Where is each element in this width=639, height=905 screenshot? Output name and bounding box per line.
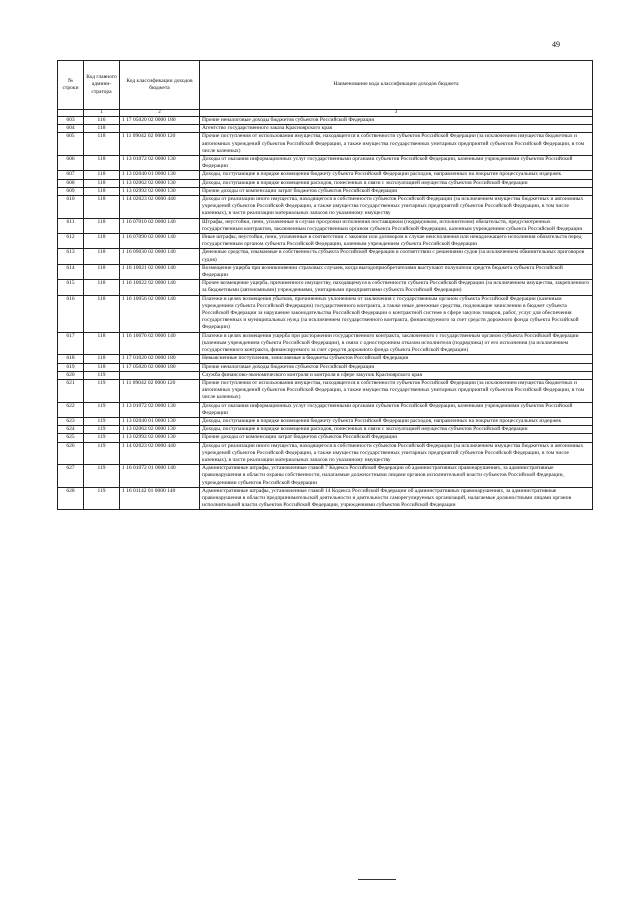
classification-name-cell: Прочие поступления от использования имущества, находящегося в собственности субъектов Российской Федерации (за исключением имущества бюджетных и автономных учреждений субъектов Российской Федерации, а также имущества государственных унитарных предприятий субъектов Российской Федерации, в том числе казенных): [200, 379, 593, 402]
classification-code-cell: 1 13 02062 02 0000 130: [120, 179, 200, 187]
classification-name-cell: Доходы от реализации иного имущества, находящегося в собственности субъектов Российской Федерации (за исключением имущества бюджетных и автономных учреждений субъектов Российской Федерации, а также имущества государственных унитарных предприятий субъектов Российской Федерации, в том числе казенных), в части реализации материальных запасов по указанному имуществу: [200, 196, 593, 219]
table-row: [58, 196, 593, 219]
classification-code-cell: 1 14 02023 02 0000 440: [120, 196, 200, 219]
admin-code-cell: 118: [84, 125, 120, 133]
row-number-cell: 625: [58, 434, 84, 442]
classification-code-cell: 1 17 05020 02 0000 180: [120, 117, 200, 125]
classification-code-cell: 1 13 02062 02 0000 130: [120, 426, 200, 434]
row-number-cell: 627: [58, 465, 84, 488]
footer-divider: [358, 879, 396, 880]
table-row: [58, 417, 593, 425]
classification-code-cell: 1 17 05020 02 0000 180: [120, 363, 200, 371]
admin-code-cell: 119: [84, 442, 120, 465]
classification-name-cell: Доходы от оказания информационных услуг государственными органами субъектов Российской Федерации, казенными учреждениями субъектов Российской Федерации: [200, 156, 593, 171]
table-row: [58, 426, 593, 434]
table-row: [58, 179, 593, 187]
row-number-cell: 603: [58, 117, 84, 125]
row-number-cell: 611: [58, 218, 84, 233]
header-classification-name: Наименование кода классификации доходов бюджета: [200, 61, 593, 110]
row-number-cell: 607: [58, 171, 84, 179]
table-row: [58, 156, 593, 171]
row-number-cell: 620: [58, 371, 84, 379]
classification-code-cell: 1 16 01072 01 0000 140: [120, 465, 200, 488]
table-row: [58, 371, 593, 379]
admin-code-cell: 118: [84, 156, 120, 171]
table-row: [58, 187, 593, 195]
table-row: [58, 402, 593, 417]
classification-code-cell: 1 13 02992 02 0000 130: [120, 434, 200, 442]
classification-name-cell: Платежи в целях возмещения убытков, причиненных уклонением от заключения с государственным органом субъекта Российской Федерации (казенным учреждением субъекта Российской Федерации) государственного контракта, а также иные денежные средства, подлежащие зачислению в бюджет субъекта Российской Федерации за нарушение законодательства Российской Федерации о контрактной системе в сфере закупок товаров, работ, услуг для обеспечения государственных и муниципальных нужд (за исключением государственного контракта, финансируемого за счет средств дорожного фонда субъекта Российской Федерации): [200, 295, 593, 332]
classification-name-cell: Прочие неналоговые доходы бюджетов субъектов Российской Федерации: [200, 363, 593, 371]
table-row: [58, 125, 593, 133]
classification-name-cell: Иные штрафы, неустойки, пени, уплаченные в соответствии с законом или договором в случае неисполнения или ненадлежащего исполнения обязательств перед государственным органом субъекта Российской Федерации, казенным учреждением субъекта Российской Федерации: [200, 234, 593, 249]
table-row: [58, 133, 593, 156]
classification-name-cell: Прочие неналоговые доходы бюджетов субъектов Российской Федерации: [200, 117, 593, 125]
row-number-cell: 623: [58, 417, 84, 425]
row-number-cell: 617: [58, 332, 84, 355]
header-admin-code: Код главного админи-стратора: [84, 61, 120, 110]
row-number-cell: 622: [58, 402, 84, 417]
classification-code-cell: 1 13 02992 02 0000 130: [120, 187, 200, 195]
column-number-blank: [58, 110, 84, 117]
classification-code-cell: 1 17 01020 02 0000 180: [120, 355, 200, 363]
row-number-cell: 606: [58, 156, 84, 171]
classification-name-cell: Доходы от реализации иного имущества, находящегося в собственности субъектов Российской Федерации (за исключением имущества бюджетных и автономных учреждений субъектов Российской Федерации, а также имущества государственных унитарных предприятий субъектов Российской Федерации, в том числе казенных), в части реализации материальных запасов по указанному имуществу: [200, 442, 593, 465]
admin-code-cell: 118: [84, 355, 120, 363]
classification-name-cell: Невыясненные поступления, зачисляемые в бюджеты субъектов Российской Федерации: [200, 355, 593, 363]
classification-code-cell: 1 13 02040 01 0000 130: [120, 417, 200, 425]
table-row: [58, 442, 593, 465]
admin-code-cell: 118: [84, 218, 120, 233]
column-number: 3: [200, 110, 593, 117]
admin-code-cell: 119: [84, 487, 120, 510]
classification-code-cell: [120, 371, 200, 379]
row-number-cell: 621: [58, 379, 84, 402]
table-row: [58, 332, 593, 355]
classification-code-cell: [120, 125, 200, 133]
classification-name-cell: Прочие доходы от компенсации затрат бюджетов субъектов Российской Федерации: [200, 434, 593, 442]
classification-code-cell: 1 16 10022 02 0000 140: [120, 280, 200, 295]
admin-code-cell: 119: [84, 434, 120, 442]
classification-name-cell: Доходы, поступающие в порядке возмещения расходов, понесенных в связи с эксплуатацией имущества субъектов Российской Федерации: [200, 426, 593, 434]
classification-code-cell: 1 14 02023 02 0000 440: [120, 442, 200, 465]
classification-name-cell: Доходы, поступающие в порядке возмещения бюджету субъекта Российской Федерации расходов, направленных на покрытие процессуальных издержек: [200, 171, 593, 179]
column-number: 1: [84, 110, 120, 117]
row-number-cell: 615: [58, 280, 84, 295]
admin-code-cell: 119: [84, 371, 120, 379]
table-row: [58, 117, 593, 125]
classification-code-cell: 1 13 01072 02 0000 130: [120, 156, 200, 171]
classification-name-cell: Прочие доходы от компенсации затрат бюджетов субъектов Российской Федерации: [200, 187, 593, 195]
classification-code-cell: 1 11 09042 02 0000 120: [120, 133, 200, 156]
classification-name-cell: Прочие поступления от использования имущества, находящегося в собственности субъектов Российской Федерации (за исключением имущества бюджетных и автономных учреждений субъектов Российской Федерации, а также имущества государственных унитарных предприятий субъектов Российской Федерации, в том числе казенных): [200, 133, 593, 156]
classification-code-cell: 1 13 01072 02 0000 130: [120, 402, 200, 417]
table-row: [58, 295, 593, 332]
classification-code-cell: 1 16 07010 02 0000 140: [120, 218, 200, 233]
classification-name-cell: Денежные средства, изымаемые в собственность субъекта Российской Федерации в соответствии с решениями судов (за исключением обвинительных приговоров судов): [200, 249, 593, 264]
classification-name-cell: Доходы, поступающие в порядке возмещения бюджету субъекта Российской Федерации расходов, направленных на покрытие процессуальных издержек: [200, 417, 593, 425]
table-row: [58, 434, 593, 442]
classification-code-cell: 1 16 07090 02 0000 140: [120, 234, 200, 249]
admin-code-cell: 118: [84, 171, 120, 179]
table-row: [58, 465, 593, 488]
admin-code-cell: 119: [84, 417, 120, 425]
header-row-number: № строки: [58, 61, 84, 110]
classification-name-cell: Прочее возмещение ущерба, причиненного имуществу, находящемуся в собственности субъекта Российской Федерации (за исключением имущества, закрепленного за бюджетными (автономными) учреждениями, унитарными предприятиями субъекта Российской Федерации): [200, 280, 593, 295]
classification-code-cell: 1 16 10056 02 0000 140: [120, 295, 200, 332]
admin-code-cell: 119: [84, 426, 120, 434]
row-number-cell: 605: [58, 133, 84, 156]
classification-name-cell: Доходы от оказания информационных услуг государственными органами субъектов Российской Федерации, казенными учреждениями субъектов Российской Федерации: [200, 402, 593, 417]
table-row: [58, 363, 593, 371]
column-number: 2: [120, 110, 200, 117]
admin-code-cell: 118: [84, 295, 120, 332]
row-number-cell: 616: [58, 295, 84, 332]
admin-code-cell: 118: [84, 179, 120, 187]
classification-name-cell: Административные штрафы, установленные главой 14 Кодекса Российской Федерации об административных правонарушениях, за административные правонарушения в области предпринимательской деятельности и деятельности саморегулируемых организаций, налагаемые должностными лицами органов исполнительной власти субъектов Российской Федерации, учреждениями субъектов Российской Федерации: [200, 487, 593, 510]
row-number-cell: 612: [58, 234, 84, 249]
classification-code-cell: 1 16 10021 02 0000 140: [120, 264, 200, 279]
admin-code-cell: 118: [84, 249, 120, 264]
table-row: [58, 487, 593, 510]
classification-name-cell: Агентство государственного заказа Красноярского края: [200, 125, 593, 133]
row-number-cell: 604: [58, 125, 84, 133]
table-row: [58, 355, 593, 363]
classification-code-cell: 1 11 09042 02 0000 120: [120, 379, 200, 402]
row-number-cell: 618: [58, 355, 84, 363]
row-number-cell: 614: [58, 264, 84, 279]
admin-code-cell: 119: [84, 402, 120, 417]
admin-code-cell: 118: [84, 264, 120, 279]
admin-code-cell: 118: [84, 363, 120, 371]
table-row: [58, 264, 593, 279]
row-number-cell: 613: [58, 249, 84, 264]
table-row: [58, 171, 593, 179]
table-header-row: [58, 61, 593, 110]
column-number-row: [58, 110, 593, 117]
admin-code-cell: 116: [84, 117, 120, 125]
page-number: 49: [552, 40, 560, 49]
table-row: [58, 379, 593, 402]
classification-name-cell: Административные штрафы, установленные главой 7 Кодекса Российской Федерации об административных правонарушениях, за административные правонарушения в области охраны собственности, налагаемые должностными лицами органов исполнительной власти субъектов Российской Федерации, учреждениями субъектов Российской Федерации: [200, 465, 593, 488]
row-number-cell: 619: [58, 363, 84, 371]
admin-code-cell: 118: [84, 234, 120, 249]
classification-name-cell: Служба финансово-экономического контроля и контроля в сфере закупок Красноярского края: [200, 371, 593, 379]
table-row: [58, 234, 593, 249]
classification-name-cell: Штрафы, неустойки, пени, уплаченные в случае просрочки исполнения поставщиком (подрядчиком, исполнителем) обязательств, предусмотренных государственным контрактом, заключенным государственным органом субъекта Российской Федерации, казенным учреждением субъекта Российской Федерации: [200, 218, 593, 233]
row-number-cell: 624: [58, 426, 84, 434]
classification-code-cell: 1 16 09030 02 0000 140: [120, 249, 200, 264]
table-row: [58, 218, 593, 233]
admin-code-cell: 118: [84, 187, 120, 195]
admin-code-cell: 118: [84, 280, 120, 295]
row-number-cell: 626: [58, 442, 84, 465]
row-number-cell: 609: [58, 187, 84, 195]
classification-name-cell: Возмещение ущерба при возникновении страховых случаев, когда выгодоприобретателями выступают получатели средств бюджета субъекта Российской Федерации: [200, 264, 593, 279]
row-number-cell: 610: [58, 196, 84, 219]
admin-code-cell: 119: [84, 465, 120, 488]
classification-code-cell: 1 13 02040 01 0000 130: [120, 171, 200, 179]
row-number-cell: 608: [58, 179, 84, 187]
admin-code-cell: 118: [84, 196, 120, 219]
admin-code-cell: 118: [84, 332, 120, 355]
table-row: [58, 249, 593, 264]
admin-code-cell: 119: [84, 379, 120, 402]
row-number-cell: 628: [58, 487, 84, 510]
table-row: [58, 280, 593, 295]
classification-code-cell: 1 16 01142 01 0000 140: [120, 487, 200, 510]
classification-name-cell: Платежи в целях возмещения ущерба при расторжении государственного контракта, заключенного с государственным органом субъекта Российской Федерации (казенным учреждением субъекта Российской Федерации), в связи с односторонним отказом исполнителя (подрядчика) от его исполнения (за исключением государственного контракта, финансируемого за счет средств дорожного фонда субъекта Российской Федерации): [200, 332, 593, 355]
classification-name-cell: Доходы, поступающие в порядке возмещения расходов, понесенных в связи с эксплуатацией имущества субъектов Российской Федерации: [200, 179, 593, 187]
classification-code-cell: 1 16 10076 02 0000 140: [120, 332, 200, 355]
admin-code-cell: 118: [84, 133, 120, 156]
header-classification-code: Код классификации доходов бюджета: [120, 61, 200, 110]
revenue-classification-table: [57, 60, 593, 510]
